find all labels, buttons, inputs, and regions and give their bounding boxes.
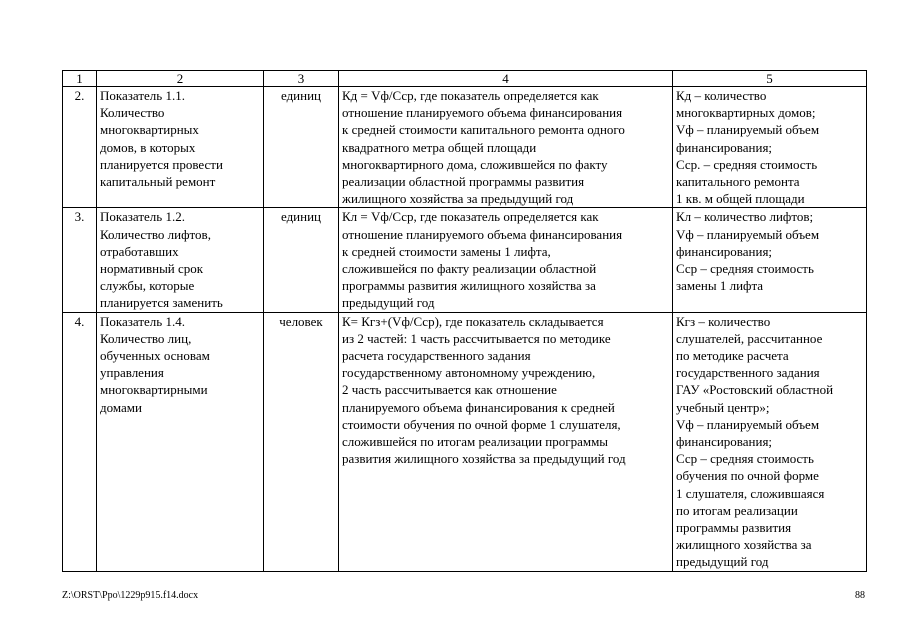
formula-cell: К= Кгз+(Vф/Сср), где показатель складывается из 2 частей: 1 часть рассчитывается по методике расчета государственного задания государственному автономному учреждению, 2 часть рассчитывается как отношение планируемого объема финансирования к средней стоимости обучения по очной форме 1 слушателя, сложившейся по итогам реализации программы развития жилищного хозяйства за предыдущий год — [339, 312, 673, 571]
row-number: 2. — [63, 87, 97, 208]
unit-cell: человек — [264, 312, 339, 571]
table-row — [63, 312, 867, 571]
header-row — [63, 71, 867, 87]
table-row — [63, 208, 867, 312]
page-number: 88 — [855, 590, 865, 601]
header-cell: 4 — [339, 71, 673, 87]
indicator-cell: Показатель 1.1. Количество многоквартирных домов, в которых планируется провести капитальный ремонт — [97, 87, 264, 208]
row-number: 4. — [63, 312, 97, 571]
table-row — [63, 87, 867, 208]
indicator-cell: Показатель 1.4. Количество лиц, обученных основам управления многоквартирными домами — [97, 312, 264, 571]
notes-cell: Кл – количество лифтов; Vф – планируемый объем финансирования; Сср – средняя стоимость замены 1 лифта — [673, 208, 867, 312]
header-cell: 1 — [63, 71, 97, 87]
indicator-cell: Показатель 1.2. Количество лифтов, отработавших нормативный срок службы, которые планируется заменить — [97, 208, 264, 312]
unit-cell: единиц — [264, 208, 339, 312]
row-number: 3. — [63, 208, 97, 312]
formula-cell: Кд = Vф/Сср, где показатель определяется как отношение планируемого объема финансирования к средней стоимости капитального ремонта одного квадратного метра общей площади многоквартирного дома, сложившейся по факту реализации областной программы развития жилищного хозяйства за предыдущий год — [339, 87, 673, 208]
header-cell: 3 — [264, 71, 339, 87]
unit-cell: единиц — [264, 87, 339, 208]
header-cell: 5 — [673, 71, 867, 87]
footer-file-path: Z:\ORST\Ppo\1229p915.f14.docx — [62, 590, 199, 601]
header-cell: 2 — [97, 71, 264, 87]
notes-cell: Кгз – количество слушателей, рассчитанное по методике расчета государственного задания ГАУ «Ростовский областной учебный центр»; Vф – планируемый объем финансирования; Сср – средняя стоимость обучения по очной форме 1 слушателя, сложившаяся по итогам реализации программы развития жилищного хозяйства за предыдущий год — [673, 312, 867, 571]
formula-cell: Кл = Vф/Сср, где показатель определяется как отношение планируемого объема финансирования к средней стоимости замены 1 лифта, сложившейся по факту реализации областной программы развития жилищного хозяйства за предыдущий год — [339, 208, 673, 312]
notes-cell: Кд – количество многоквартирных домов; Vф – планируемый объем финансирования; Сср. – средняя стоимость капитального ремонта 1 кв. м общей площади — [673, 87, 867, 208]
indicators-table — [62, 70, 867, 572]
